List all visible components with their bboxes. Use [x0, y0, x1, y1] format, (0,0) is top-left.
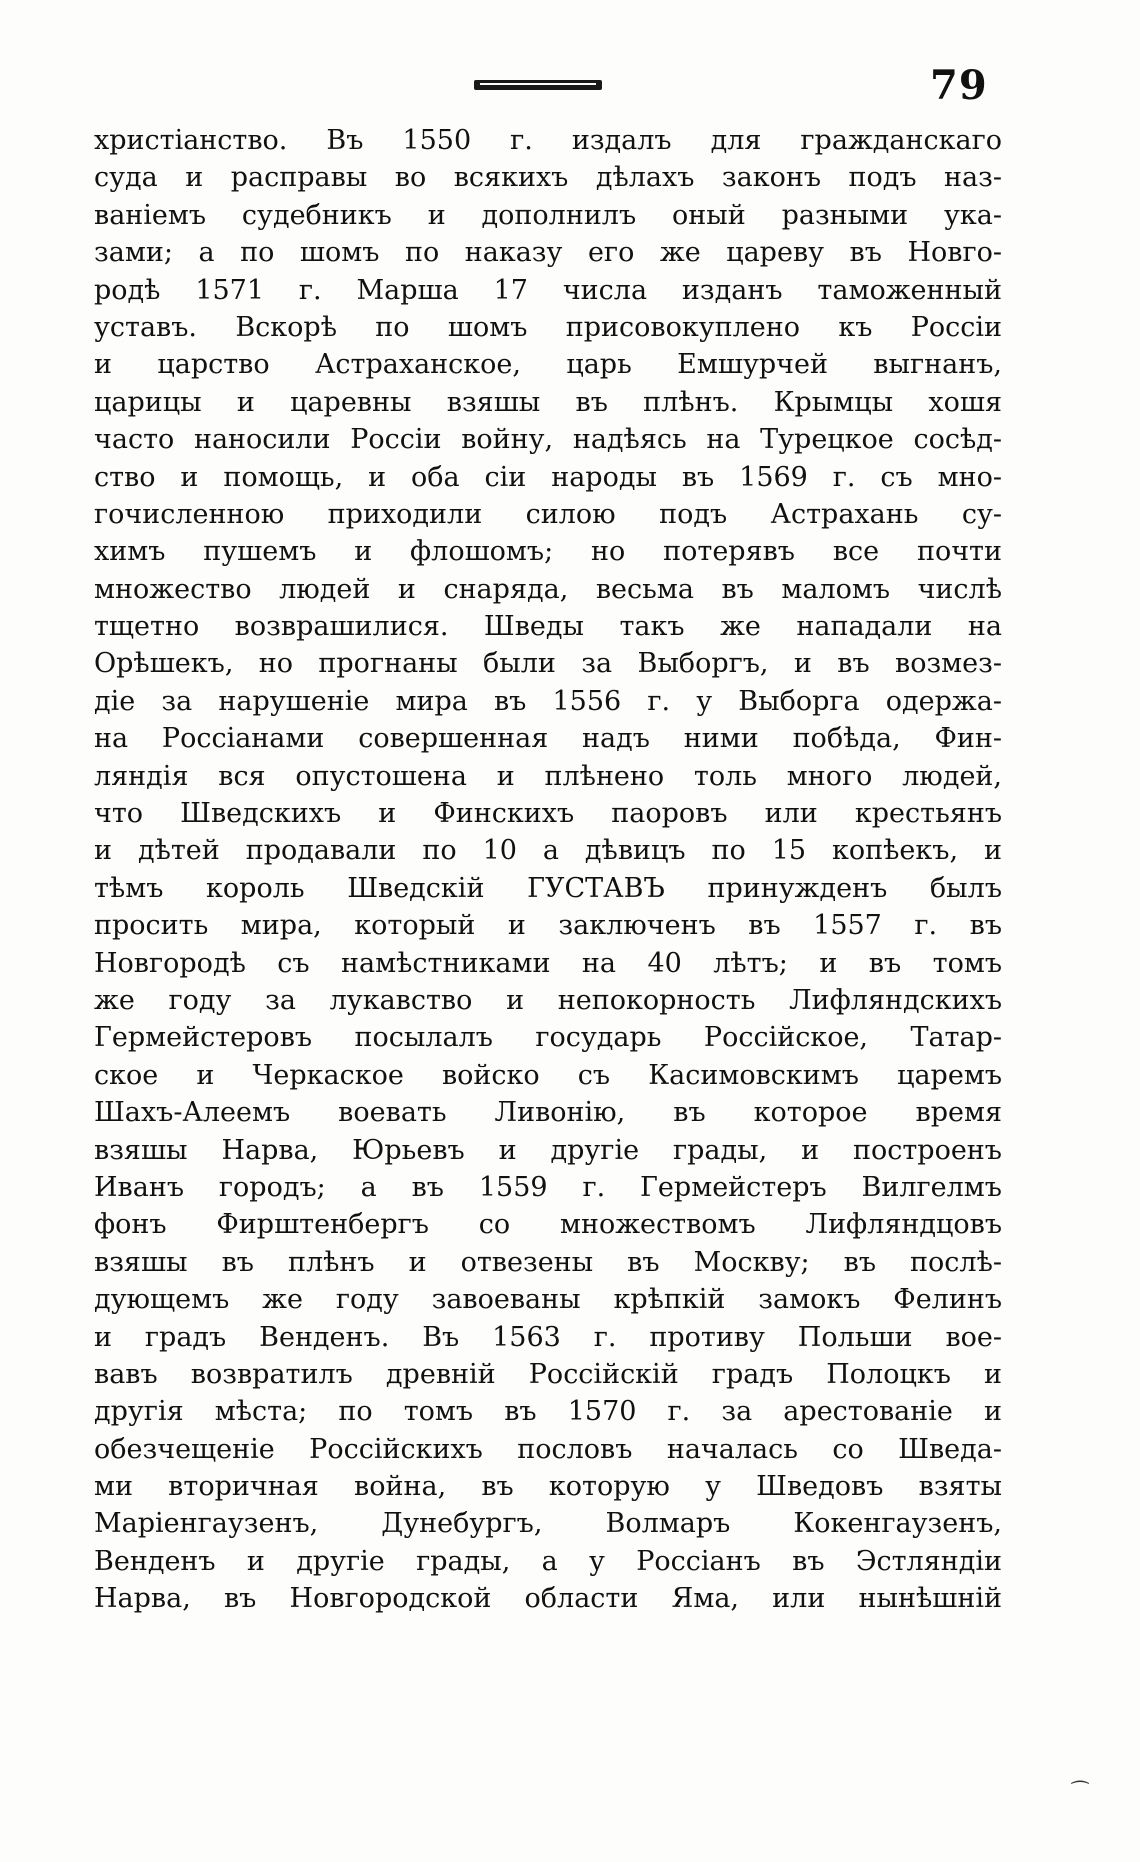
text-line: Новгородѣ съ намѣстниками на 40 лѣтъ; и въ томъ	[94, 947, 1002, 979]
text-line: Иванъ городъ; а въ 1559 г. Гермейстеръ Вилгелмъ	[94, 1171, 1002, 1203]
text-line: просить мира, который и заключенъ въ 1557 г. въ	[94, 910, 1002, 942]
text-line: же году за лукавство и непокорность Лифляндскихъ	[94, 984, 1002, 1016]
text-line: множество людей и снаряда, весьма въ маломъ числѣ	[94, 573, 1002, 605]
text-line: Маріенгаузенъ, Дунебургъ, Волмаръ Кокенгаузенъ,	[94, 1508, 1002, 1540]
margin-mark: ⁀	[1072, 1780, 1089, 1804]
text-line: Венденъ и другіе грады, а у Россіанъ въ Эстляндіи	[94, 1545, 1002, 1577]
text-line: ваніемъ судебникъ и дополнилъ оный разными ука-	[94, 199, 1002, 231]
text-line: тщетно возврашилися. Шведы такъ же нападали на	[94, 611, 1002, 643]
text-line: взяшы въ плѣнъ и отвезены въ Москву; въ послѣ-	[94, 1246, 1002, 1278]
text-line: что Шведскихъ и Финскихъ паоровъ или крестьянъ	[94, 798, 1002, 830]
text-line: ство и помощь, и оба сіи народы въ 1569 г. съ мно-	[94, 461, 1002, 493]
text-line: на Россіанами совершенная надъ ними побѣда, Фин-	[94, 723, 1002, 755]
text-line: зами; а по шомъ по наказу его же цареву въ Новго-	[94, 237, 1002, 269]
text-line: Шахъ-Алеемъ воевать Ливонію, въ которое время	[94, 1097, 1002, 1129]
text-line: царицы и царевны взяшы въ плѣнъ. Крымцы хошя	[94, 386, 1002, 418]
text-line: взяшы Нарва, Юрьевъ и другіе грады, и построенъ	[94, 1134, 1002, 1166]
text-line: ское и Черкаское войско съ Касимовскимъ царемъ	[94, 1059, 1002, 1091]
text-line: вавъ возвратилъ древній Россійскій градъ Полоцкъ и	[94, 1358, 1002, 1390]
text-line: химъ пушемъ и флошомъ; но потерявъ все почти	[94, 536, 1002, 568]
header-rule	[474, 80, 602, 90]
body-text	[94, 122, 1002, 1618]
text-line: Орѣшекъ, но прогнаны были за Выборгъ, и въ возмез-	[94, 648, 1002, 680]
text-line: діе за нарушеніе мира въ 1556 г. у Выборга одержа-	[94, 685, 1002, 717]
text-line: Нарва, въ Новгородской области Яма, или нынѣшній	[94, 1583, 1002, 1615]
text-line: суда и расправы во всякихъ дѣлахъ законъ подъ наз-	[94, 162, 1002, 194]
text-line: дующемъ же году завоеваны крѣпкій замокъ Фелинъ	[94, 1284, 1002, 1316]
text-line: и градъ Венденъ. Въ 1563 г. противу Польши вое-	[94, 1321, 1002, 1353]
text-line: уставъ. Вскорѣ по шомъ присовокуплено къ Россіи	[94, 311, 1002, 343]
text-line: гочисленною приходили силою подъ Астрахань су-	[94, 498, 1002, 530]
text-line: и дѣтей продавали по 10 а дѣвицъ по 15 копѣекъ, и	[94, 835, 1002, 867]
text-line: обезчещеніе Россійскихъ пословъ началась со Шведа-	[94, 1433, 1002, 1465]
text-line: христіанство. Въ 1550 г. издалъ для гражданскаго	[94, 125, 1002, 156]
text-line: часто наносили Россіи войну, надѣясь на Турецкое сосѣд-	[94, 424, 1002, 456]
text-line: фонъ Фирштенбергъ со множествомъ Лифляндцовъ	[94, 1209, 1002, 1241]
text-line: ляндія вся опустошена и плѣнено толь много людей,	[94, 760, 1002, 792]
text-line: родѣ 1571 г. Марша 17 числа изданъ таможенный	[94, 274, 1002, 306]
page-number: 79	[930, 62, 988, 109]
text-line: другія мѣста; по томъ въ 1570 г. за арестованіе и	[94, 1396, 1002, 1428]
text-line: тѣмъ король Шведскій ГУСТАВЪ принужденъ былъ	[94, 872, 1002, 904]
text-line: и царство Астраханское, царь Емшурчей выгнанъ,	[94, 349, 1002, 381]
text-line: ми вторичная война, въ которую у Шведовъ взяты	[94, 1471, 1002, 1503]
text-line: Гермейстеровъ посылалъ государь Россійское, Татар-	[94, 1022, 1002, 1054]
